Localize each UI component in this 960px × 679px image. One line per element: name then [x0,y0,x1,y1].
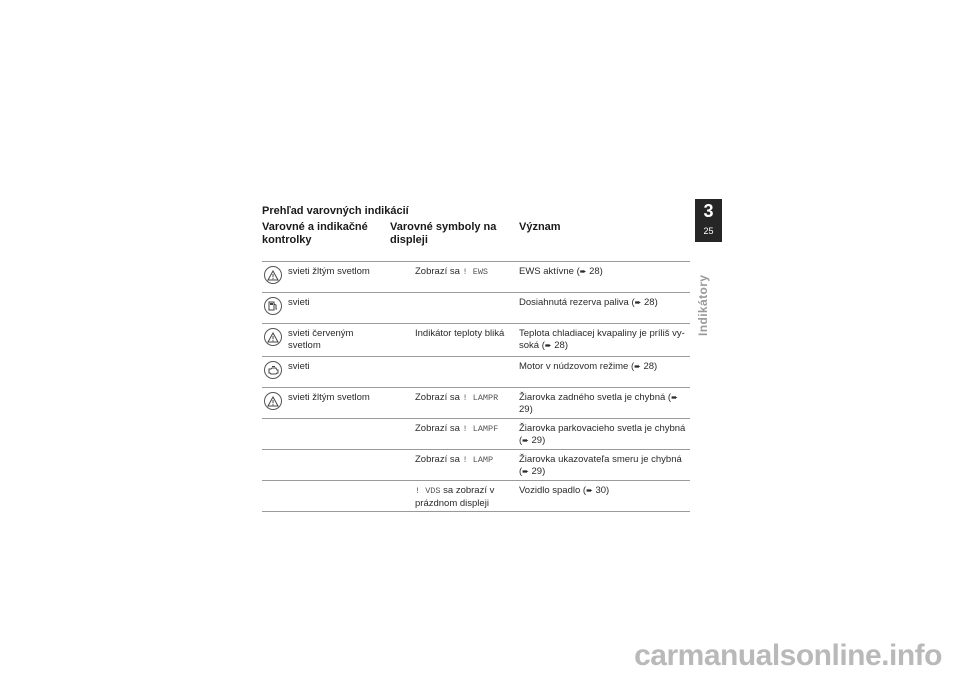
arrow-right-icon: ➨ [634,298,642,307]
ref-page: 28 [644,297,655,308]
arrow-right-icon: ➨ [522,435,529,445]
arrow-right-icon: ➨ [586,486,593,495]
chapter-tab [695,199,722,242]
header-display: Varovné symboly na displeji [390,221,497,246]
display-text: Zobrazí sa [415,266,463,277]
warning-triangle-icon [264,392,282,410]
table-row [262,449,690,480]
chapter-title: Indikátory [696,274,710,336]
watermark: carmanualsonline.info [634,639,942,672]
arrow-right-icon: ➨ [544,340,552,350]
table-header [262,221,690,261]
page-reference[interactable]: (➨ 28) [576,266,603,277]
table-row [262,418,690,449]
indicator-state: svieti červeným svetlom [288,328,354,351]
display-text: Zobrazí sa [415,423,463,434]
page-reference[interactable]: (➨ 29) [519,392,678,415]
table-row [262,480,690,512]
arrow-right-icon: ➨ [671,393,678,402]
table-row [262,261,690,292]
arrow-right-icon: ➨ [522,466,529,476]
meaning [519,485,689,497]
table-body [262,261,690,512]
meaning [519,454,689,477]
arrow-right-icon: ➨ [579,267,587,276]
meaning-text: Motor v núdzovom režime [519,361,631,372]
engine-icon [264,361,282,379]
fuel-pump-icon [264,297,282,315]
table-row [262,292,690,323]
meaning [519,297,689,309]
meaning [519,361,689,373]
display-code: ! LAMPF [462,424,499,434]
page-number: 25 [703,226,714,236]
meaning [519,328,689,351]
page-reference[interactable]: (➨ 29) [519,465,546,477]
header-meaning: Význam [519,221,561,233]
ref-page: 28 [589,266,600,277]
ref-page: 30 [595,485,607,496]
page-reference[interactable]: (➨ 28) [631,297,658,308]
display-symbol [415,392,515,405]
display-symbol [415,328,515,341]
meaning-text: Žiarovka parkovacieho svetla je chybná [519,423,686,434]
table-row [262,356,690,387]
table-title: Prehľad varovných indikácií [262,205,409,217]
indicator-state: svieti [288,297,310,308]
arrow-right-icon: ➨ [634,362,641,371]
display-text: Zobrazí sa [415,392,463,403]
chapter-number: 3 [703,201,714,221]
meaning-text: Vozidlo spadlo [519,485,583,496]
page-reference[interactable]: (➨ 28) [630,361,658,372]
display-symbol [415,423,515,436]
indicator-state: svieti [288,361,310,372]
ref-page: 29 [519,403,530,415]
meaning [519,392,689,415]
header-lights: Varovné a indikačné kontrolky [262,221,368,246]
indicator-state: svieti žltým svetlom [288,266,370,277]
page-reference[interactable]: (➨ 28) [541,339,568,351]
display-text: Indikátor teploty bliká [415,328,505,339]
ref-page: 29 [531,434,543,446]
ref-page: 28 [554,339,565,351]
warning-table [262,205,690,512]
display-code: ! LAMP [462,455,494,465]
meaning [519,266,689,278]
display-code: ! LAMPR [462,393,499,403]
table-row [262,323,690,356]
display-text-suffix: sa zobrazí v prázdnom displeji [415,485,495,509]
warning-triangle-icon [264,328,282,346]
page-reference[interactable]: (➨ 29) [519,434,546,446]
display-code: ! EWS [462,267,489,277]
meaning-text: EWS aktívne [519,266,577,277]
meaning [519,423,689,446]
meaning-text: Teplota chladiacej kvapaliny je príliš vy-soká [519,328,685,351]
table-row [262,387,690,418]
display-symbol [415,485,515,509]
ref-page: 28 [643,361,655,372]
indicator-state: svieti žltým svetlom [288,392,370,403]
meaning-text: Dosiahnutá rezerva paliva [519,297,632,308]
meaning-text: Žiarovka ukazovateľa smeru je chybná [519,454,682,465]
ref-page: 29 [531,465,543,477]
warning-triangle-icon [264,266,282,284]
meaning-text: Žiarovka zadného svetla je chybná [519,392,668,403]
display-text: Zobrazí sa [415,454,463,465]
display-code: ! VDS [415,486,441,496]
display-symbol [415,454,515,467]
display-symbol [415,266,515,279]
page-reference[interactable]: (➨ 30) [582,485,610,496]
